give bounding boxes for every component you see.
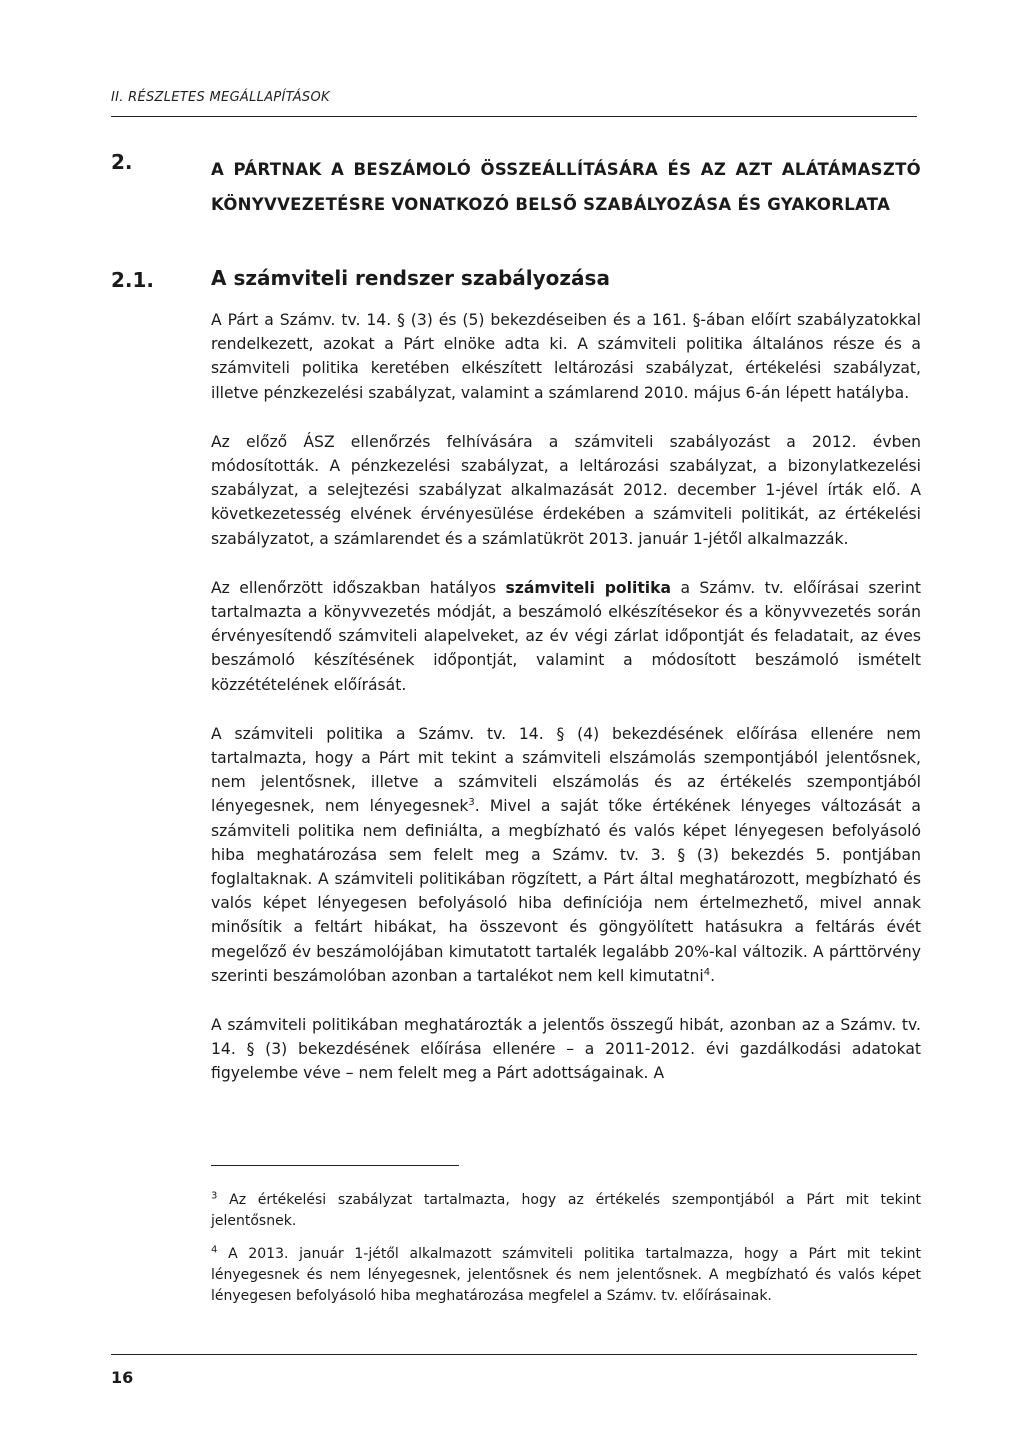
footnote-4-mark: 4 xyxy=(211,1244,218,1256)
footnote-3-text: Az értékelési szabályzat tartalmazta, hogy az értékelés szempontjából a Párt mit tekint jelentősnek. xyxy=(211,1192,921,1229)
running-header: II. RÉSZLETES MEGÁLLAPÍTÁSOK xyxy=(111,90,330,105)
paragraph-3-rest: a Számv. tv. előírásai szerint tartalmazta a könyvvezetés módját, a beszámoló elkészítésekor és a könyvvezetés során érvényesítendő számviteli alapelveket, az év végi zárlat időpontját és feladatait, az éves beszámoló készítésének időpontját, valamint a módosított beszámoló ismételt közzétételének előírását. xyxy=(211,578,921,694)
footnotes xyxy=(211,1190,921,1319)
footnote-4 xyxy=(211,1244,921,1307)
footnote-3 xyxy=(211,1190,921,1232)
paragraph-4 xyxy=(211,722,921,988)
subsection-title: A számviteli rendszer szabályozása xyxy=(211,266,610,290)
section-number: 2. xyxy=(111,150,133,174)
paragraph-4-part-1: A számviteli politika a Számv. tv. 14. § (4) bekezdésének előírása ellenére nem tartalmazta, hogy a Párt mit tekint a számviteli elszámolás szempontjából jelentősnek, nem jelentősnek, illetve a számviteli elszámolás és az értékelés szempontjából lényegesnek, nem lényegesnek xyxy=(211,724,921,816)
section-title: A PÁRTNAK A BESZÁMOLÓ ÖSSZEÁLLÍTÁSÁRA ÉS AZ AZT ALÁTÁMASZTÓ KÖNYVVEZETÉSRE VONATKOZÓ BELSŐ SZABÁLYOZÁSA ÉS GYAKORLATA xyxy=(211,160,921,214)
footnote-ref-4[interactable]: 4 xyxy=(703,966,711,978)
footnote-3-mark: 3 xyxy=(211,1190,218,1202)
footnote-divider xyxy=(211,1165,459,1166)
paragraph-3 xyxy=(211,576,921,697)
header-divider xyxy=(111,116,917,117)
footnote-ref-3[interactable]: 3 xyxy=(468,797,475,809)
paragraph-2: Az előző ÁSZ ellenőrzés felhívására a számviteli szabályozást a 2012. évben módosították. A pénzkezelési szabályzat, a leltározási szabályzat, a bizonylatkezelési szabályzat, a selejtezési szabályzat alkalmazását 2012. december 1-jével írták elő. A következetesség elvének érvényesülése érdekében a számviteli politikát, az értékelési szabályzatot, a számlarendet és a számlatükröt 2013. január 1-jétől alkalmazzák. xyxy=(211,432,921,548)
paragraph-5: A számviteli politikában meghatározták a jelentős összegű hibát, azonban az a Számv. tv. 14. § (3) bekezdésének előírása ellenére – a 2011-2012. évi gazdálkodási adatokat figyelembe véve – nem felelt meg a Párt adottságainak. A xyxy=(211,1016,921,1083)
page-number: 16 xyxy=(111,1368,134,1387)
paragraph-3-emphasis: számviteli politika xyxy=(505,578,672,597)
subsection-number: 2.1. xyxy=(111,268,155,292)
footnote-4-text: A 2013. január 1-jétől alkalmazott számviteli politika tartalmazza, hogy a Párt mit tekint lényegesnek és nem lényegesnek, jelentősnek és nem jelentősnek. A megbízható és valós képet lényegesen befolyásoló hiba meghatározása megfelel a Számv. tv. előírásainak. xyxy=(211,1246,921,1304)
paragraph-1: A Párt a Számv. tv. 14. § (3) és (5) bekezdéseiben és a 161. §-ában előírt szabályzatokkal rendelkezett, azokat a Párt elnöke adta ki. A számviteli politika általános része és a számviteli politika keretében elkészített leltározási szabályzat, értékelési szabályzat, illetve pénzkezelési szabályzat, valamint a számlarend 2010. május 6-án lépett hatályba. xyxy=(211,311,921,402)
paragraph-3-lead: Az ellenőrzött időszakban hatályos xyxy=(211,578,506,597)
body-text xyxy=(211,308,921,1111)
footer-divider xyxy=(111,1354,917,1355)
paragraph-4-part-3: . xyxy=(710,966,716,985)
paragraph-4-part-2: . Mivel a saját tőke értékének lényeges változását a számviteli politika nem definiálta, a megbízható és valós képet lényegesen befolyásoló hiba meghatározása sem felelt meg a Számv. tv. 3. § (3) bekezdés 5. pontjában foglaltaknak. A számviteli politikában rögzített, a Párt által meghatározott, megbízható és valós képet lényegesen befolyásoló hiba definíciója nem értelmezhető, mivel annak minősítik a feltárt hibákat, ha összevont és göngyölített hatásukra a feltárás évét megelőző év beszámolójában kimutatott tartalék legalább 20%-kal változik. A párttörvény szerinti beszámolóban azonban a tartalékot nem kell kimutatni xyxy=(211,797,921,985)
